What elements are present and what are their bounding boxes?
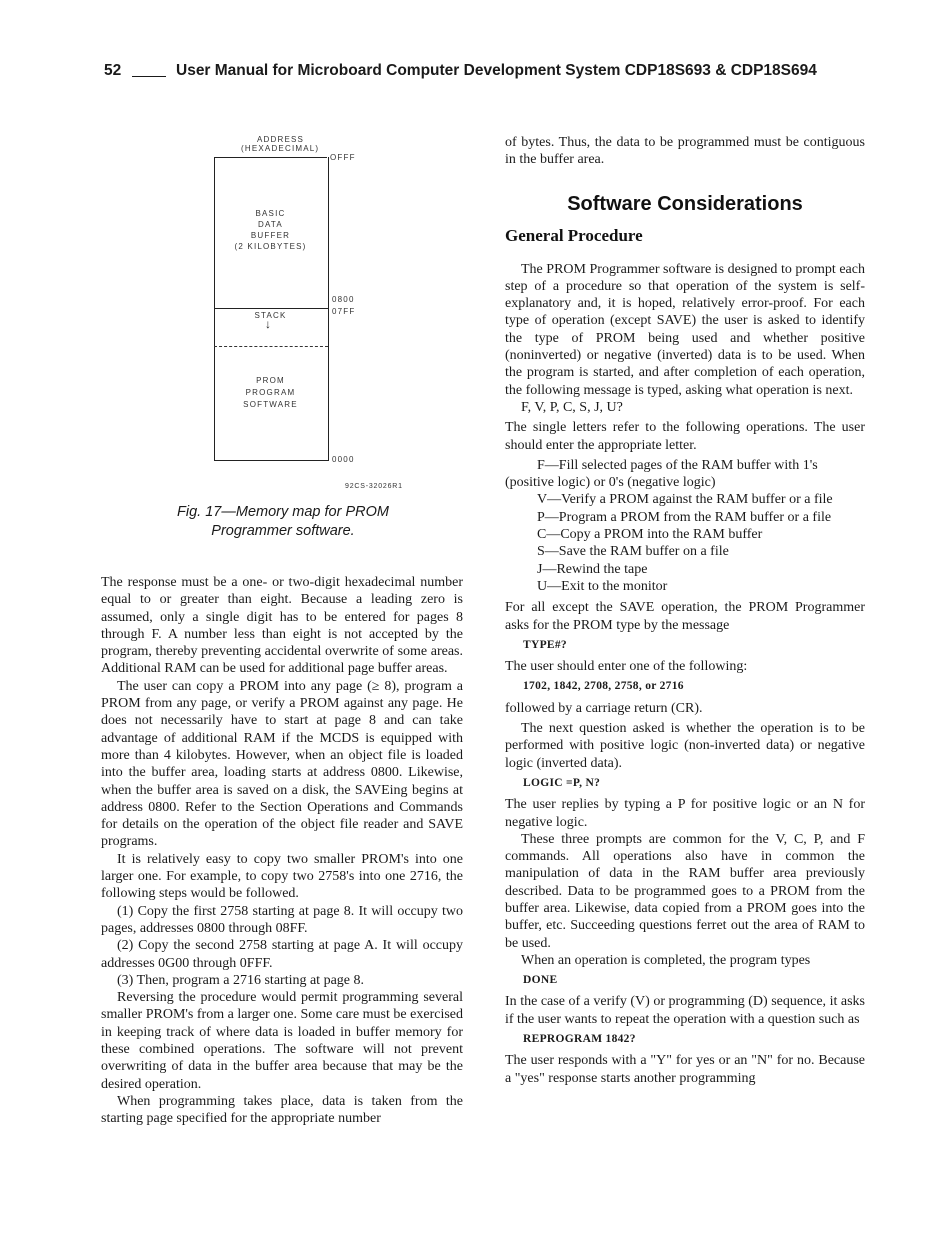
caption-line-2: Programmer software. [211,523,355,539]
operation-item-u: U—Exit to the monitor [537,578,668,594]
buffer-label-3: BUFFER [250,231,291,240]
paragraph: of bytes. Thus, the data to be programmed must be contiguous in the buffer area. [505,135,865,168]
operation-item-c: C—Copy a PROM into the RAM buffer [537,527,763,543]
reprogram-prompt: REPROGRAM 1842? [523,1033,636,1046]
paragraph: Reversing the procedure would permit programming several smaller PROM's from a larger one. Some care must be exercised in keeping track of where data is loaded in buffer memory for these combined operations. The software will not prevent overwriting of data in the buffer area because that may be the desired operation. [101,990,463,1092]
stack-down-arrow-icon: ↓ [265,317,271,331]
paragraph: The response must be a one- or two-digit hexadecimal number equal to or greater than eight. Because a leading zero is assumed, only a single digit has to be entered for pages 8 through F. A number less than eight is not accepted by the program, thereby preventing accidental overwrite of some areas. Additional RAM can be used for additional page buffer areas. [101,575,463,677]
figure-id: 92CS-32026R1 [345,483,403,490]
paragraph: It is relatively easy to copy two smaller PROM's into one larger one. For example, to copy two 2758's into one 2716, the following steps would be followed. [101,851,463,902]
operation-item-v: V—Verify a PROM against the RAM buffer or a file [537,492,833,508]
prom-types-list: 1702, 1842, 2708, 2758, or 2716 [523,680,684,693]
paragraph: The user should enter one of the following: [505,659,748,675]
memory-box [214,157,329,461]
paragraph: The next question asked is whether the operation is to be performed with positive logic (non-inverted data) or negative logic (inverted data). [505,721,865,771]
software-label-2: PROGRAM [245,388,296,397]
buffer-label-2: DATA [258,220,283,229]
operation-item-p: P—Program a PROM from the RAM buffer or a file [537,509,832,525]
paragraph: (1) Copy the first 2758 starting at page 8. It will occupy two pages, addresses 0800 through 08FF. [101,903,463,936]
paragraph: The user responds with a "Y" for yes or an "N" for no. Because a "yes" response starts another programming [505,1053,865,1086]
type-prompt: TYPE#? [523,638,567,651]
address-offf: OFFF [330,153,356,162]
paragraph: (3) Then, program a 2716 starting at page 8. [117,972,365,988]
left-column [101,574,463,1128]
operation-item-s: S—Save the RAM buffer on a file [537,544,729,560]
logic-prompt: LOGIC =P, N? [523,776,601,789]
address-07ff: 07FF [332,307,356,316]
paragraph: For all except the SAVE operation, the PROM Programmer asks for the PROM type by the message [505,600,865,633]
paragraph: The PROM Programmer software is designed to prompt each step of a procedure so that operation of the system is self-explanatory and, it is hoped, relatively error-proof. For each type of operation (except SAVE) the user is asked to identify the type of PROM being used and whether positive (noninverted) or negative (inverted) data is to be used. When the program is started, and after completion of each operation, the following message is typed, asking what operation is next. [505,261,865,398]
address-label: ADDRESS [257,135,305,144]
stack-dashed-line [214,346,328,347]
page-number: 52 [104,62,122,79]
software-label-3: SOFTWARE [243,400,298,409]
paragraph: When an operation is completed, the program types [521,952,811,968]
software-label-1: PROM [256,376,285,385]
buffer-stack-divider [214,308,328,309]
subheading: General Procedure [505,225,643,245]
buffer-label-4: (2 KILOBYTES) [234,242,307,251]
operations-prompt: F, V, P, C, S, J, U? [521,399,623,415]
header-title: User Manual for Microboard Computer Development System CDP18S693 & CDP18S694 [176,62,817,79]
right-column [505,134,865,1087]
paragraph: These three prompts are common for the V, C, P, and F commands. All operations also have in common the manipulation of data in the RAM buffer area previously described. Data to be programmed goes to a PROM from the buffer area. Likewise, data copied from a PROM goes into the buffer, etc. Succeeding questions ferret out the area of RAM to be used. [505,831,865,951]
address-0800: 0800 [332,295,355,304]
done-prompt: DONE [523,974,558,987]
paragraph: The single letters refer to the following operations. The user should enter the appropriate letter. [505,420,865,453]
operation-item-j: J—Rewind the tape [537,561,648,577]
paragraph: When programming takes place, data is taken from the starting page specified for the appropriate number [101,1093,463,1127]
figure-caption [100,503,466,541]
paragraph: The user replies by typing a P for positive logic or an N for negative logic. [505,797,865,830]
paragraph: In the case of a verify (V) or programming (D) sequence, it asks if the user wants to repeat the operation with a question such as [505,994,865,1027]
paragraph: The user can copy a PROM into any page (≥ 8), program a PROM from any page, or verify a PROM against any page. He does not necessarily have to start at page 8 and can take advantage of additional RAM if the MCDS is equipped with more than 4 kilobytes. However, when an object file is loaded into the buffer area, loading starts at address 0800. Likewise, when the buffer area is saved on a disk, the SAVEing begins at address 0800. Refer to the Section Operations and Commands for details on the operation of the object file reader and SAVE programs. [101,678,463,850]
stack-label: STACK [254,311,287,320]
paragraph: (2) Copy the second 2758 starting at page A. It will occupy addresses 0G00 through 0FFF. [101,938,463,971]
header-rule [132,76,166,77]
caption-line-1: Fig. 17—Memory map for PROM [177,504,389,520]
memory-map-figure [195,133,425,493]
address-0000: 0000 [332,455,355,464]
section-heading: Software Considerations [567,192,803,215]
running-header [104,62,884,82]
hexadecimal-label: (HEXADECIMAL) [241,144,320,153]
paragraph: followed by a carriage return (CR). [505,700,703,716]
buffer-label-1: BASIC [255,209,286,218]
operation-item-f: F—Fill selected pages of the RAM buffer with 1's (positive logic) or 0's (negative logic) [505,457,818,491]
